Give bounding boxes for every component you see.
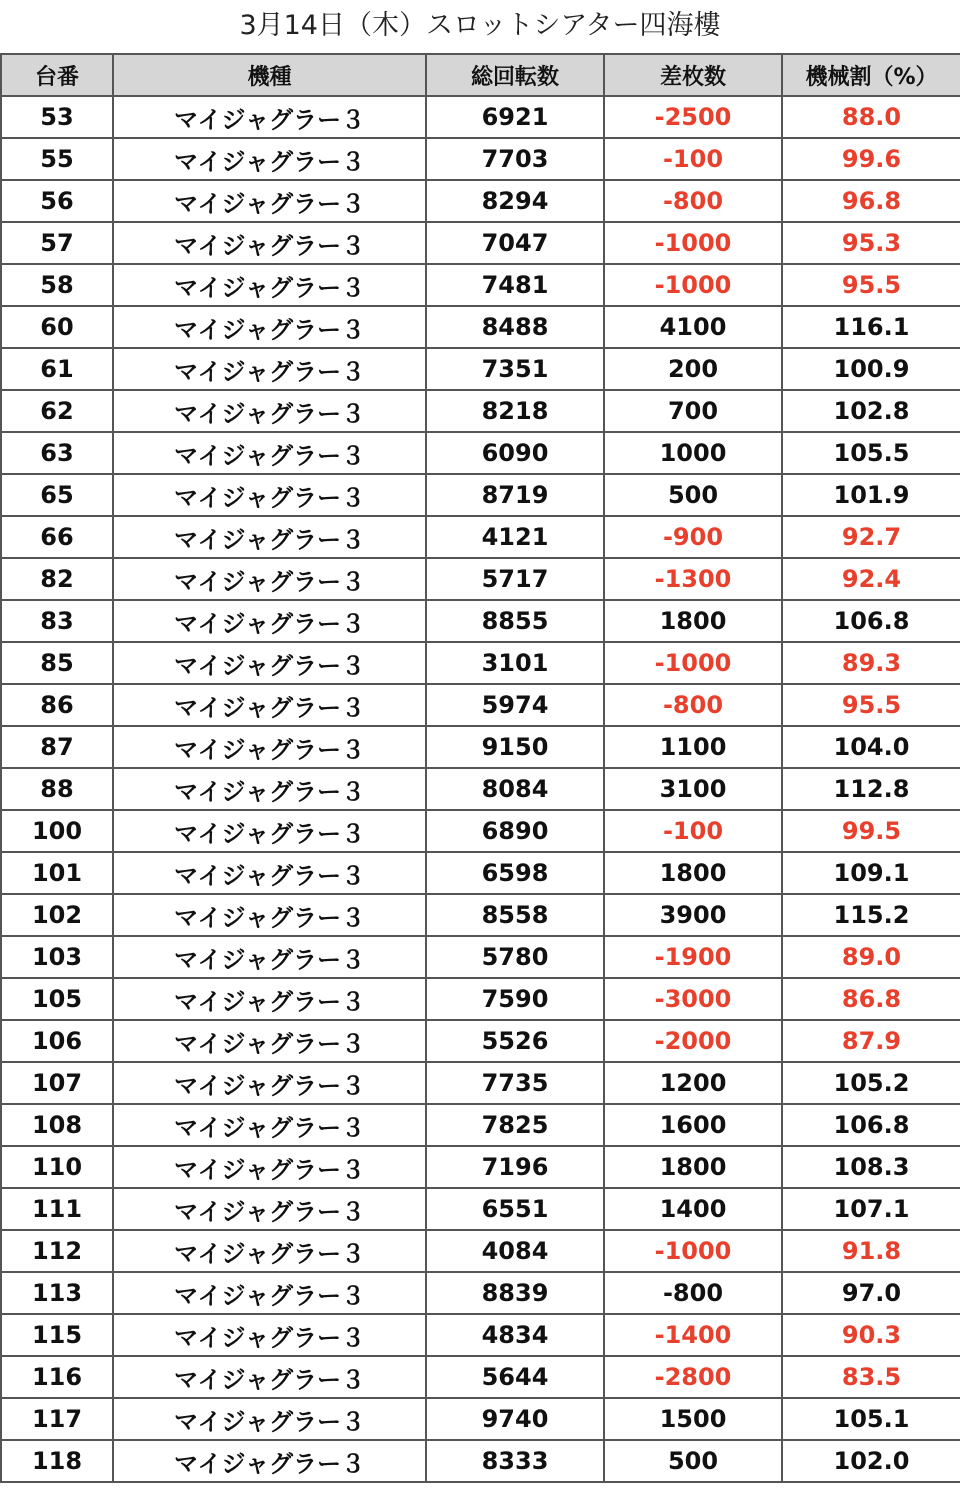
table-row xyxy=(1,1188,960,1230)
payout-rate-cell: 89.0 xyxy=(782,936,960,978)
machine-number-cell: 103 xyxy=(1,936,113,978)
payout-rate-cell: 88.0 xyxy=(782,96,960,138)
payout-rate-cell: 91.8 xyxy=(782,1230,960,1272)
table-row xyxy=(1,684,960,726)
coin-difference-cell: -1000 xyxy=(604,1230,782,1272)
machine-number-cell: 102 xyxy=(1,894,113,936)
model-cell: マイジャグラー３ xyxy=(113,222,426,264)
table-row xyxy=(1,1272,960,1314)
total-spins-cell: 7351 xyxy=(426,348,604,390)
payout-rate-cell: 95.3 xyxy=(782,222,960,264)
payout-rate-cell: 99.5 xyxy=(782,810,960,852)
total-spins-cell: 7703 xyxy=(426,138,604,180)
coin-difference-cell: 1000 xyxy=(604,432,782,474)
total-spins-cell: 8488 xyxy=(426,306,604,348)
total-spins-cell: 8558 xyxy=(426,894,604,936)
table-row xyxy=(1,348,960,390)
machine-number-cell: 116 xyxy=(1,1356,113,1398)
model-cell: マイジャグラー３ xyxy=(113,894,426,936)
coin-difference-cell: 500 xyxy=(604,1440,782,1482)
model-cell: マイジャグラー３ xyxy=(113,978,426,1020)
model-cell: マイジャグラー３ xyxy=(113,138,426,180)
table-row xyxy=(1,138,960,180)
coin-difference-cell: 1600 xyxy=(604,1104,782,1146)
machine-number-cell: 63 xyxy=(1,432,113,474)
machine-number-cell: 87 xyxy=(1,726,113,768)
coin-difference-cell: 1800 xyxy=(604,1146,782,1188)
total-spins-cell: 5717 xyxy=(426,558,604,600)
payout-rate-cell: 83.5 xyxy=(782,1356,960,1398)
coin-difference-cell: -100 xyxy=(604,138,782,180)
model-cell: マイジャグラー３ xyxy=(113,1062,426,1104)
total-spins-cell: 7196 xyxy=(426,1146,604,1188)
coin-difference-cell: -2800 xyxy=(604,1356,782,1398)
data-table xyxy=(0,53,960,1483)
model-cell: マイジャグラー３ xyxy=(113,1398,426,1440)
machine-number-cell: 111 xyxy=(1,1188,113,1230)
model-cell: マイジャグラー３ xyxy=(113,810,426,852)
total-spins-cell: 6551 xyxy=(426,1188,604,1230)
column-header-total-spins: 総回転数 xyxy=(426,54,604,96)
model-cell: マイジャグラー３ xyxy=(113,1146,426,1188)
model-cell: マイジャグラー３ xyxy=(113,1020,426,1062)
total-spins-cell: 8333 xyxy=(426,1440,604,1482)
column-header-coin-difference: 差枚数 xyxy=(604,54,782,96)
coin-difference-cell: -1000 xyxy=(604,222,782,264)
coin-difference-cell: -1300 xyxy=(604,558,782,600)
machine-number-cell: 57 xyxy=(1,222,113,264)
table-row xyxy=(1,810,960,852)
machine-number-cell: 88 xyxy=(1,768,113,810)
payout-rate-cell: 92.4 xyxy=(782,558,960,600)
total-spins-cell: 8719 xyxy=(426,474,604,516)
machine-number-cell: 61 xyxy=(1,348,113,390)
coin-difference-cell: -800 xyxy=(604,1272,782,1314)
payout-rate-cell: 102.0 xyxy=(782,1440,960,1482)
payout-rate-cell: 86.8 xyxy=(782,978,960,1020)
payout-rate-cell: 92.7 xyxy=(782,516,960,558)
payout-rate-cell: 99.6 xyxy=(782,138,960,180)
machine-number-cell: 100 xyxy=(1,810,113,852)
machine-number-cell: 58 xyxy=(1,264,113,306)
total-spins-cell: 7735 xyxy=(426,1062,604,1104)
table-row xyxy=(1,852,960,894)
table-body xyxy=(1,96,960,1482)
machine-number-cell: 56 xyxy=(1,180,113,222)
machine-number-cell: 106 xyxy=(1,1020,113,1062)
table-row xyxy=(1,978,960,1020)
table-row xyxy=(1,432,960,474)
total-spins-cell: 4834 xyxy=(426,1314,604,1356)
table-row xyxy=(1,1230,960,1272)
payout-rate-cell: 105.2 xyxy=(782,1062,960,1104)
column-header-payout-rate: 機械割（%） xyxy=(782,54,960,96)
total-spins-cell: 7481 xyxy=(426,264,604,306)
coin-difference-cell: -100 xyxy=(604,810,782,852)
model-cell: マイジャグラー３ xyxy=(113,1314,426,1356)
total-spins-cell: 5526 xyxy=(426,1020,604,1062)
model-cell: マイジャグラー３ xyxy=(113,600,426,642)
table-row xyxy=(1,600,960,642)
coin-difference-cell: 1100 xyxy=(604,726,782,768)
payout-rate-cell: 95.5 xyxy=(782,684,960,726)
model-cell: マイジャグラー３ xyxy=(113,306,426,348)
table-row xyxy=(1,474,960,516)
column-header-model: 機種 xyxy=(113,54,426,96)
machine-number-cell: 55 xyxy=(1,138,113,180)
coin-difference-cell: 1500 xyxy=(604,1398,782,1440)
coin-difference-cell: -1000 xyxy=(604,642,782,684)
model-cell: マイジャグラー３ xyxy=(113,684,426,726)
total-spins-cell: 5644 xyxy=(426,1356,604,1398)
table-row xyxy=(1,1356,960,1398)
table-row xyxy=(1,1104,960,1146)
model-cell: マイジャグラー３ xyxy=(113,264,426,306)
machine-number-cell: 113 xyxy=(1,1272,113,1314)
table-row xyxy=(1,894,960,936)
coin-difference-cell: -1900 xyxy=(604,936,782,978)
coin-difference-cell: -1400 xyxy=(604,1314,782,1356)
payout-rate-cell: 107.1 xyxy=(782,1188,960,1230)
table-row xyxy=(1,768,960,810)
model-cell: マイジャグラー３ xyxy=(113,348,426,390)
coin-difference-cell: -800 xyxy=(604,684,782,726)
machine-number-cell: 66 xyxy=(1,516,113,558)
coin-difference-cell: -2500 xyxy=(604,96,782,138)
payout-rate-cell: 116.1 xyxy=(782,306,960,348)
total-spins-cell: 8839 xyxy=(426,1272,604,1314)
table-row xyxy=(1,1314,960,1356)
payout-rate-cell: 115.2 xyxy=(782,894,960,936)
coin-difference-cell: 1800 xyxy=(604,852,782,894)
payout-rate-cell: 95.5 xyxy=(782,264,960,306)
model-cell: マイジャグラー３ xyxy=(113,1356,426,1398)
coin-difference-cell: 3100 xyxy=(604,768,782,810)
machine-number-cell: 105 xyxy=(1,978,113,1020)
table-row xyxy=(1,306,960,348)
coin-difference-cell: 200 xyxy=(604,348,782,390)
model-cell: マイジャグラー３ xyxy=(113,852,426,894)
coin-difference-cell: -800 xyxy=(604,180,782,222)
machine-number-cell: 86 xyxy=(1,684,113,726)
model-cell: マイジャグラー３ xyxy=(113,432,426,474)
payout-rate-cell: 105.5 xyxy=(782,432,960,474)
payout-rate-cell: 96.8 xyxy=(782,180,960,222)
total-spins-cell: 7825 xyxy=(426,1104,604,1146)
model-cell: マイジャグラー３ xyxy=(113,768,426,810)
total-spins-cell: 8855 xyxy=(426,600,604,642)
table-row xyxy=(1,264,960,306)
payout-rate-cell: 106.8 xyxy=(782,600,960,642)
machine-number-cell: 115 xyxy=(1,1314,113,1356)
machine-number-cell: 107 xyxy=(1,1062,113,1104)
table-row xyxy=(1,1440,960,1482)
payout-rate-cell: 90.3 xyxy=(782,1314,960,1356)
coin-difference-cell: 4100 xyxy=(604,306,782,348)
header-row xyxy=(1,54,960,96)
model-cell: マイジャグラー３ xyxy=(113,390,426,432)
total-spins-cell: 6598 xyxy=(426,852,604,894)
machine-number-cell: 112 xyxy=(1,1230,113,1272)
table-row xyxy=(1,936,960,978)
table-row xyxy=(1,1146,960,1188)
table-row xyxy=(1,558,960,600)
table-row xyxy=(1,1020,960,1062)
total-spins-cell: 9150 xyxy=(426,726,604,768)
payout-rate-cell: 112.8 xyxy=(782,768,960,810)
payout-rate-cell: 101.9 xyxy=(782,474,960,516)
machine-number-cell: 62 xyxy=(1,390,113,432)
coin-difference-cell: -1000 xyxy=(604,264,782,306)
total-spins-cell: 6921 xyxy=(426,96,604,138)
coin-difference-cell: 1800 xyxy=(604,600,782,642)
table-row xyxy=(1,222,960,264)
table-row xyxy=(1,726,960,768)
total-spins-cell: 9740 xyxy=(426,1398,604,1440)
table-header xyxy=(1,54,960,96)
payout-rate-cell: 97.0 xyxy=(782,1272,960,1314)
machine-number-cell: 60 xyxy=(1,306,113,348)
model-cell: マイジャグラー３ xyxy=(113,474,426,516)
machine-number-cell: 85 xyxy=(1,642,113,684)
table-row xyxy=(1,516,960,558)
payout-rate-cell: 87.9 xyxy=(782,1020,960,1062)
total-spins-cell: 5780 xyxy=(426,936,604,978)
payout-rate-cell: 102.8 xyxy=(782,390,960,432)
model-cell: マイジャグラー３ xyxy=(113,180,426,222)
payout-rate-cell: 108.3 xyxy=(782,1146,960,1188)
machine-number-cell: 82 xyxy=(1,558,113,600)
total-spins-cell: 7047 xyxy=(426,222,604,264)
coin-difference-cell: -3000 xyxy=(604,978,782,1020)
coin-difference-cell: 3900 xyxy=(604,894,782,936)
model-cell: マイジャグラー３ xyxy=(113,726,426,768)
model-cell: マイジャグラー３ xyxy=(113,1272,426,1314)
table-row xyxy=(1,642,960,684)
coin-difference-cell: 500 xyxy=(604,474,782,516)
machine-number-cell: 108 xyxy=(1,1104,113,1146)
machine-number-cell: 117 xyxy=(1,1398,113,1440)
model-cell: マイジャグラー３ xyxy=(113,558,426,600)
total-spins-cell: 6890 xyxy=(426,810,604,852)
coin-difference-cell: 1400 xyxy=(604,1188,782,1230)
total-spins-cell: 8084 xyxy=(426,768,604,810)
machine-number-cell: 118 xyxy=(1,1440,113,1482)
model-cell: マイジャグラー３ xyxy=(113,1230,426,1272)
machine-number-cell: 83 xyxy=(1,600,113,642)
machine-number-cell: 101 xyxy=(1,852,113,894)
machine-number-cell: 110 xyxy=(1,1146,113,1188)
payout-rate-cell: 104.0 xyxy=(782,726,960,768)
payout-rate-cell: 109.1 xyxy=(782,852,960,894)
table-row xyxy=(1,180,960,222)
total-spins-cell: 8294 xyxy=(426,180,604,222)
model-cell: マイジャグラー３ xyxy=(113,936,426,978)
page-title: 3月14日（木）スロットシアター四海樓 xyxy=(239,10,721,41)
coin-difference-cell: -2000 xyxy=(604,1020,782,1062)
model-cell: マイジャグラー３ xyxy=(113,642,426,684)
total-spins-cell: 6090 xyxy=(426,432,604,474)
machine-number-cell: 65 xyxy=(1,474,113,516)
model-cell: マイジャグラー３ xyxy=(113,1104,426,1146)
coin-difference-cell: 1200 xyxy=(604,1062,782,1104)
model-cell: マイジャグラー３ xyxy=(113,1440,426,1482)
table-row xyxy=(1,390,960,432)
payout-rate-cell: 100.9 xyxy=(782,348,960,390)
model-cell: マイジャグラー３ xyxy=(113,1188,426,1230)
coin-difference-cell: 700 xyxy=(604,390,782,432)
table-row xyxy=(1,1062,960,1104)
column-header-machine-number: 台番 xyxy=(1,54,113,96)
total-spins-cell: 8218 xyxy=(426,390,604,432)
total-spins-cell: 3101 xyxy=(426,642,604,684)
total-spins-cell: 4121 xyxy=(426,516,604,558)
payout-rate-cell: 106.8 xyxy=(782,1104,960,1146)
table-row xyxy=(1,96,960,138)
total-spins-cell: 4084 xyxy=(426,1230,604,1272)
payout-rate-cell: 89.3 xyxy=(782,642,960,684)
model-cell: マイジャグラー３ xyxy=(113,516,426,558)
payout-rate-cell: 105.1 xyxy=(782,1398,960,1440)
model-cell: マイジャグラー３ xyxy=(113,96,426,138)
total-spins-cell: 7590 xyxy=(426,978,604,1020)
total-spins-cell: 5974 xyxy=(426,684,604,726)
machine-number-cell: 53 xyxy=(1,96,113,138)
table-row xyxy=(1,1398,960,1440)
coin-difference-cell: -900 xyxy=(604,516,782,558)
